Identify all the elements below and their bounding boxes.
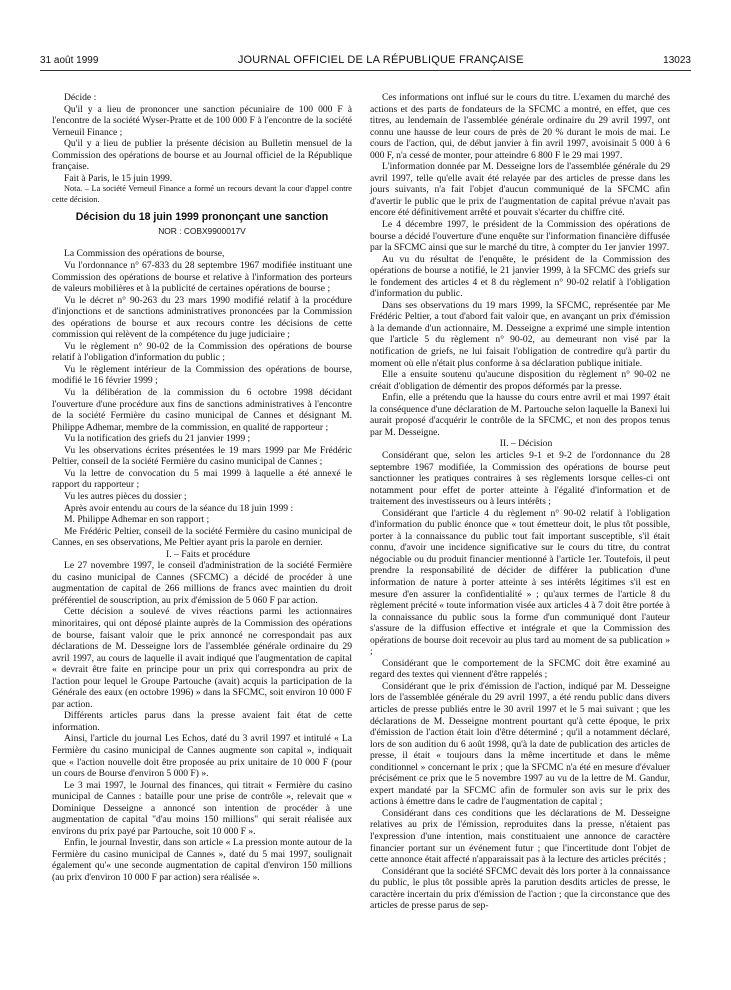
page-header bbox=[40, 52, 691, 68]
intro-paragraph: Qu'il y a lieu de publier la présente décision au Bulletin mensuel de la Commission des opérations de bourse et au Journal officiel de la République française. bbox=[52, 138, 352, 173]
left-column bbox=[52, 92, 352, 884]
section-title-decision: II. – Décision bbox=[499, 438, 553, 450]
facts-paragraph: Le 27 novembre 1997, le conseil d'administration de la société Fermière du casino municipal de Cannes (SFCMC) a décidé de procéder à une augmentation de capital de 266 millions de francs avec maintien du droit préférentiel de souscription, au prix d'émission de 5 060 F par action. bbox=[52, 560, 352, 606]
considering-paragraph: Considérant que le comportement de la SFCMC doit être examiné au regard des textes qui viennent d'être rappelés ; bbox=[370, 657, 670, 681]
body-paragraph: Vu l'ordonnance n° 67-833 du 28 septembre 1967 modifiée instituant une Commission des opérations de bourse et relative à l'information des porteurs de valeurs mobilières et à la publicité de certaines opérations de bourse ; bbox=[52, 260, 352, 295]
facts-paragraph: Différents articles parus dans la presse avaient fait état de cette information. bbox=[52, 710, 352, 733]
body-paragraph: Ces informations ont influé sur le cours du titre. L'examen du marché des actions et des parts de fondateurs de la SFCMC a montré, en effet, que ces titres, au lendemain de l'assemblée générale ordinaire du 29 avril 1997, ont connu une hausse de leur cours de près de 20 % durant le mois de mai. Le cours de l'action, qui, de début janvier à fin avril 1997, avoisinait 5 000 à 6 000 F, n'a cessé de monter, pour atteindre 6 800 F le 29 mai 1997. bbox=[370, 92, 670, 161]
section-title-facts: I. – Faits et procédure bbox=[166, 548, 250, 560]
nota-paragraph: Nota. – La société Verneuil Finance a formé un recours devant la cour d'appel contre cette décision. bbox=[52, 184, 352, 204]
considering-paragraph: Considérant que l'article 4 du règlement n° 90-02 relatif à l'obligation d'information du public énonce que « tout émetteur doit, le plus tôt possible, porter à la connaissance du public tout fait important susceptible, s'il était connu, d'avoir une incidence significative sur le cours du titre, du contrat négociable ou du produit financier mentionné à l'article 1er. Toutefois, il peut prendre la responsabilité de décider de différer la publication d'une information de nature à porter atteinte à ses intérêts légitimes s'il est en mesure d'en assurer la confidentialité » ; qu'aux termes de l'article 8 du règlement précité « toute information visée aux articles 4 à 7 doit être portée à la connaissance du public sous la forme d'un communiqué dont l'auteur s'assure de la diffusion effective et intégrale et que la Commission des opérations de bourse doit recevoir au plus tard au moment de sa publication » ; bbox=[370, 507, 670, 658]
decision-title: Décision du 18 juin 1999 prononçant une sanction bbox=[75, 211, 329, 224]
body-paragraph: Vu les autres pièces du dossier ; bbox=[64, 490, 187, 502]
decide-heading: Décide : bbox=[64, 92, 97, 103]
body-paragraph: Vu les observations écrites présentées le 19 mars 1999 par Me Frédéric Peltier, conseil de la société Fermière du casino municipal de Cannes ; bbox=[52, 444, 352, 468]
facts-paragraph: Le 3 mai 1997, le Journal des finances, qui titrait « Fermière du casino municipal de Cannes : bataille pour une prise de contrôle », relevait que « Dominique Desseigne a annoncé son intention de procéder à une augmentation de capital "d'au moins 150 millions" qui serait réalisée aux environs du prix payé par Partouche, soit 10 000 F ». bbox=[52, 779, 352, 837]
body-paragraph: Vu la notification des griefs du 21 janvier 1999 ; bbox=[64, 433, 251, 445]
body-paragraph: Vu le règlement intérieur de la Commission des opérations de bourse, modifié le 16 février 1999 ; bbox=[52, 363, 352, 387]
body-paragraph: M. Philippe Adhemar en son rapport ; bbox=[64, 514, 210, 526]
right-column bbox=[370, 92, 670, 912]
page-number: 13023 bbox=[663, 54, 691, 66]
body-paragraph: Me Frédéric Peltier, conseil de la société Fermière du casino municipal de Cannes, en ses observations, Me Peltier ayant pris la parole en dernier. bbox=[52, 525, 352, 549]
header-rule bbox=[40, 70, 691, 71]
body-paragraph: Vu la lettre de convocation du 5 mai 1999 à laquelle a été annexé le rapport du rapporteur ; bbox=[52, 467, 352, 491]
header-date: 31 août 1999 bbox=[40, 54, 99, 66]
body-paragraph: Le 4 décembre 1997, le président de la Commission des opérations de bourse a décidé l'ouverture d'une enquête sur l'information financière diffusée par la SFCMC ainsi que sur le marché du titre, à compter du 1er janvier 1997. bbox=[370, 219, 670, 254]
facts-paragraph: Ainsi, l'article du journal Les Echos, daté du 3 avril 1997 et intitulé « La Fermière du casino municipal de Cannes augmente son capital », indiquait que « l'action nouvelle doit être proposée au prix unitaire de 10 000 F (pour un cours de Bourse d'environ 5 000 F) ». bbox=[52, 733, 352, 780]
considering-paragraph: Considérant que, selon les articles 9-1 et 9-2 de l'ordonnance du 28 septembre 1967 modifiée, la Commission des opérations de bourse peut sanctionner les pratiques contraires à ses règlements lorsque celles-ci ont notamment pour effet de porter atteinte à l'égalité d'information et de traitement des investisseurs ou à leurs intérêts ; bbox=[370, 449, 670, 508]
considering-paragraph: Considérant dans ces conditions que les déclarations de M. Desseigne relatives au prix de l'émission, reproduites dans la presse, n'étaient pas l'expression d'une intention, mais constituaient une annonce de caractère financier portant sur un événement futur ; que l'incertitude dont l'objet de cette annonce était affecté n'apparaissait pas à la lecture des articles précités ; bbox=[370, 807, 670, 866]
considering-paragraph: Considérant que la société SFCMC devait dès lors porter à la connaissance du public, le plus tôt possible après la parution desdits articles de presse, le caractère incertain du prix d'émission de l'action ; que la circonstance que des articles de presse parus de sep- bbox=[370, 865, 670, 912]
body-paragraph: Vu le décret n° 90-263 du 23 mars 1990 modifié relatif à la procédure d'injonctions et de sanctions administratives prononcées par la Commission des opérations de bourse et aux recours contre les décisions de cette commission qui relèvent de la compétence du juge judiciaire ; bbox=[52, 294, 352, 341]
intro-paragraph: Qu'il y a lieu de prononcer une sanction pécuniaire de 100 000 F à l'encontre de la société Wyser-Pratte et de 100 000 F à l'encontre de la société Verneuil Finance ; bbox=[52, 103, 352, 138]
body-paragraph: Au vu du résultat de l'enquête, le président de la Commission des opérations de bourse a notifié, le 21 janvier 1999, à la SFCMC des griefs sur le fondement des articles 4 et 8 du règlement n° 90-02 relatif à l'obligation d'information du public. bbox=[370, 253, 670, 300]
body-paragraph: Vu la délibération de la commission du 6 octobre 1998 décidant l'ouverture d'une procédure aux fins de sanctions administratives à l'encontre de la société Fermière du casino municipal de Cannes et désignant M. Philippe Adhemar, membre de la commission, en qualité de rapporteur ; bbox=[52, 387, 352, 433]
nor-reference: NOR : COBX9900017V bbox=[158, 225, 246, 236]
body-paragraph: L'information donnée par M. Desseigne lors de l'assemblée générale du 29 avril 1997, telle qu'elle avait été relayée par des articles de presse dans les jours suivants, n'a fait l'objet d'aucun communiqué de la SFCMC afin d'avertir le public que le prix de l'augmentation de capital prévue n'avait pas encore été définitivement arrêté et pouvait s'écarter du chiffre cité. bbox=[370, 161, 670, 219]
journal-title: JOURNAL OFFICIEL DE LA RÉPUBLIQUE FRANÇAISE bbox=[237, 54, 524, 66]
considering-paragraph: Considérant que le prix d'émission de l'action, indiqué par M. Desseigne lors de l'assemblée générale du 29 avril 1997, a été rendu public dans divers articles de presse publiés entre le 30 avril 1997 et le 5 mai suivant ; que les déclarations de M. Desseigne montrent pourtant qu'à cette époque, le prix d'émission de l'action était loin d'être déterminé ; qu'il a notamment déclaré, lors de son audition du 6 août 1998, qu'à la date de publication des articles de presse, il était « toujours dans la même incertitude et dans le même conditionnel » concernant le prix ; que la SFCMC n'a été en mesure d'évaluer précisément ce prix que le 5 novembre 1997 au vu de la lettre de M. Gandur, expert mandaté par la SFCMC afin de formuler son avis sur le prix des actions à émettre dans le cadre de l'augmentation de capital ; bbox=[370, 680, 670, 808]
facts-paragraph: Cette décision a soulevé de vives réactions parmi les actionnaires minoritaires, qui ont déposé plainte auprès de la Commission des opérations de bourse, faisant valoir que le prix annoncé ne correspondait pas aux déclarations de M. Desseigne lors de l'assemblée générale ordinaire du 29 avril 1997, au cours de laquelle il avait indiqué que l'augmentation de capital « devrait être faite en principe pour un prix qui correspondra au prix de l'action pour lequel le Groupe Partouche (avait) acquis la participation de la Générale des eaux (en octobre 1996) » dans la SFCMC, soit environ 10 000 F par action. bbox=[52, 606, 352, 710]
body-paragraph: Elle a ensuite soutenu qu'aucune disposition du règlement n° 90-02 ne créait d'obligation de démentir des propos déformés par la presse. bbox=[370, 369, 670, 392]
body-paragraph: Enfin, elle a prétendu que la hausse du cours entre avril et mai 1997 était la conséquence d'une déclaration de M. Partouche selon laquelle la Banexi lui aurait proposé d'acquérir le contrôle de la SFCMC, et non des propos tenus par M. Desseigne. bbox=[370, 392, 670, 438]
body-paragraph: Dans ses observations du 19 mars 1999, la SFCMC, représentée par Me Frédéric Peltier, a tout d'abord fait valoir que, en avançant un prix d'émission à la demande d'un actionnaire, M. Desseigne a exprimé une simple intention que l'article 5 du règlement n° 90-02, au demeurant non visé par la notification de griefs, ne lui faisait l'obligation de contredire qu'à partir du moment où elle n'était plus conforme à sa déclaration publique initiale. bbox=[370, 299, 670, 369]
body-paragraph: La Commission des opérations de bourse, bbox=[64, 248, 225, 260]
body-paragraph: Après avoir entendu au cours de la séance du 18 juin 1999 : bbox=[64, 502, 294, 514]
body-paragraph: Vu le règlement n° 90-02 de la Commission des opérations de bourse relatif à l'obligation d'information du public ; bbox=[52, 340, 352, 364]
facts-paragraph: Enfin, le journal Investir, dans son article « La pression monte autour de la Fermière du casino municipal de Cannes », daté du 5 mai 1997, soulignait également qu'« une seconde augmentation de capital d'environ 150 millions (au prix d'environ 10 000 F par action) sera réalisée ». bbox=[52, 837, 352, 883]
intro-paragraph: Fait à Paris, le 15 juin 1999. bbox=[64, 172, 173, 184]
